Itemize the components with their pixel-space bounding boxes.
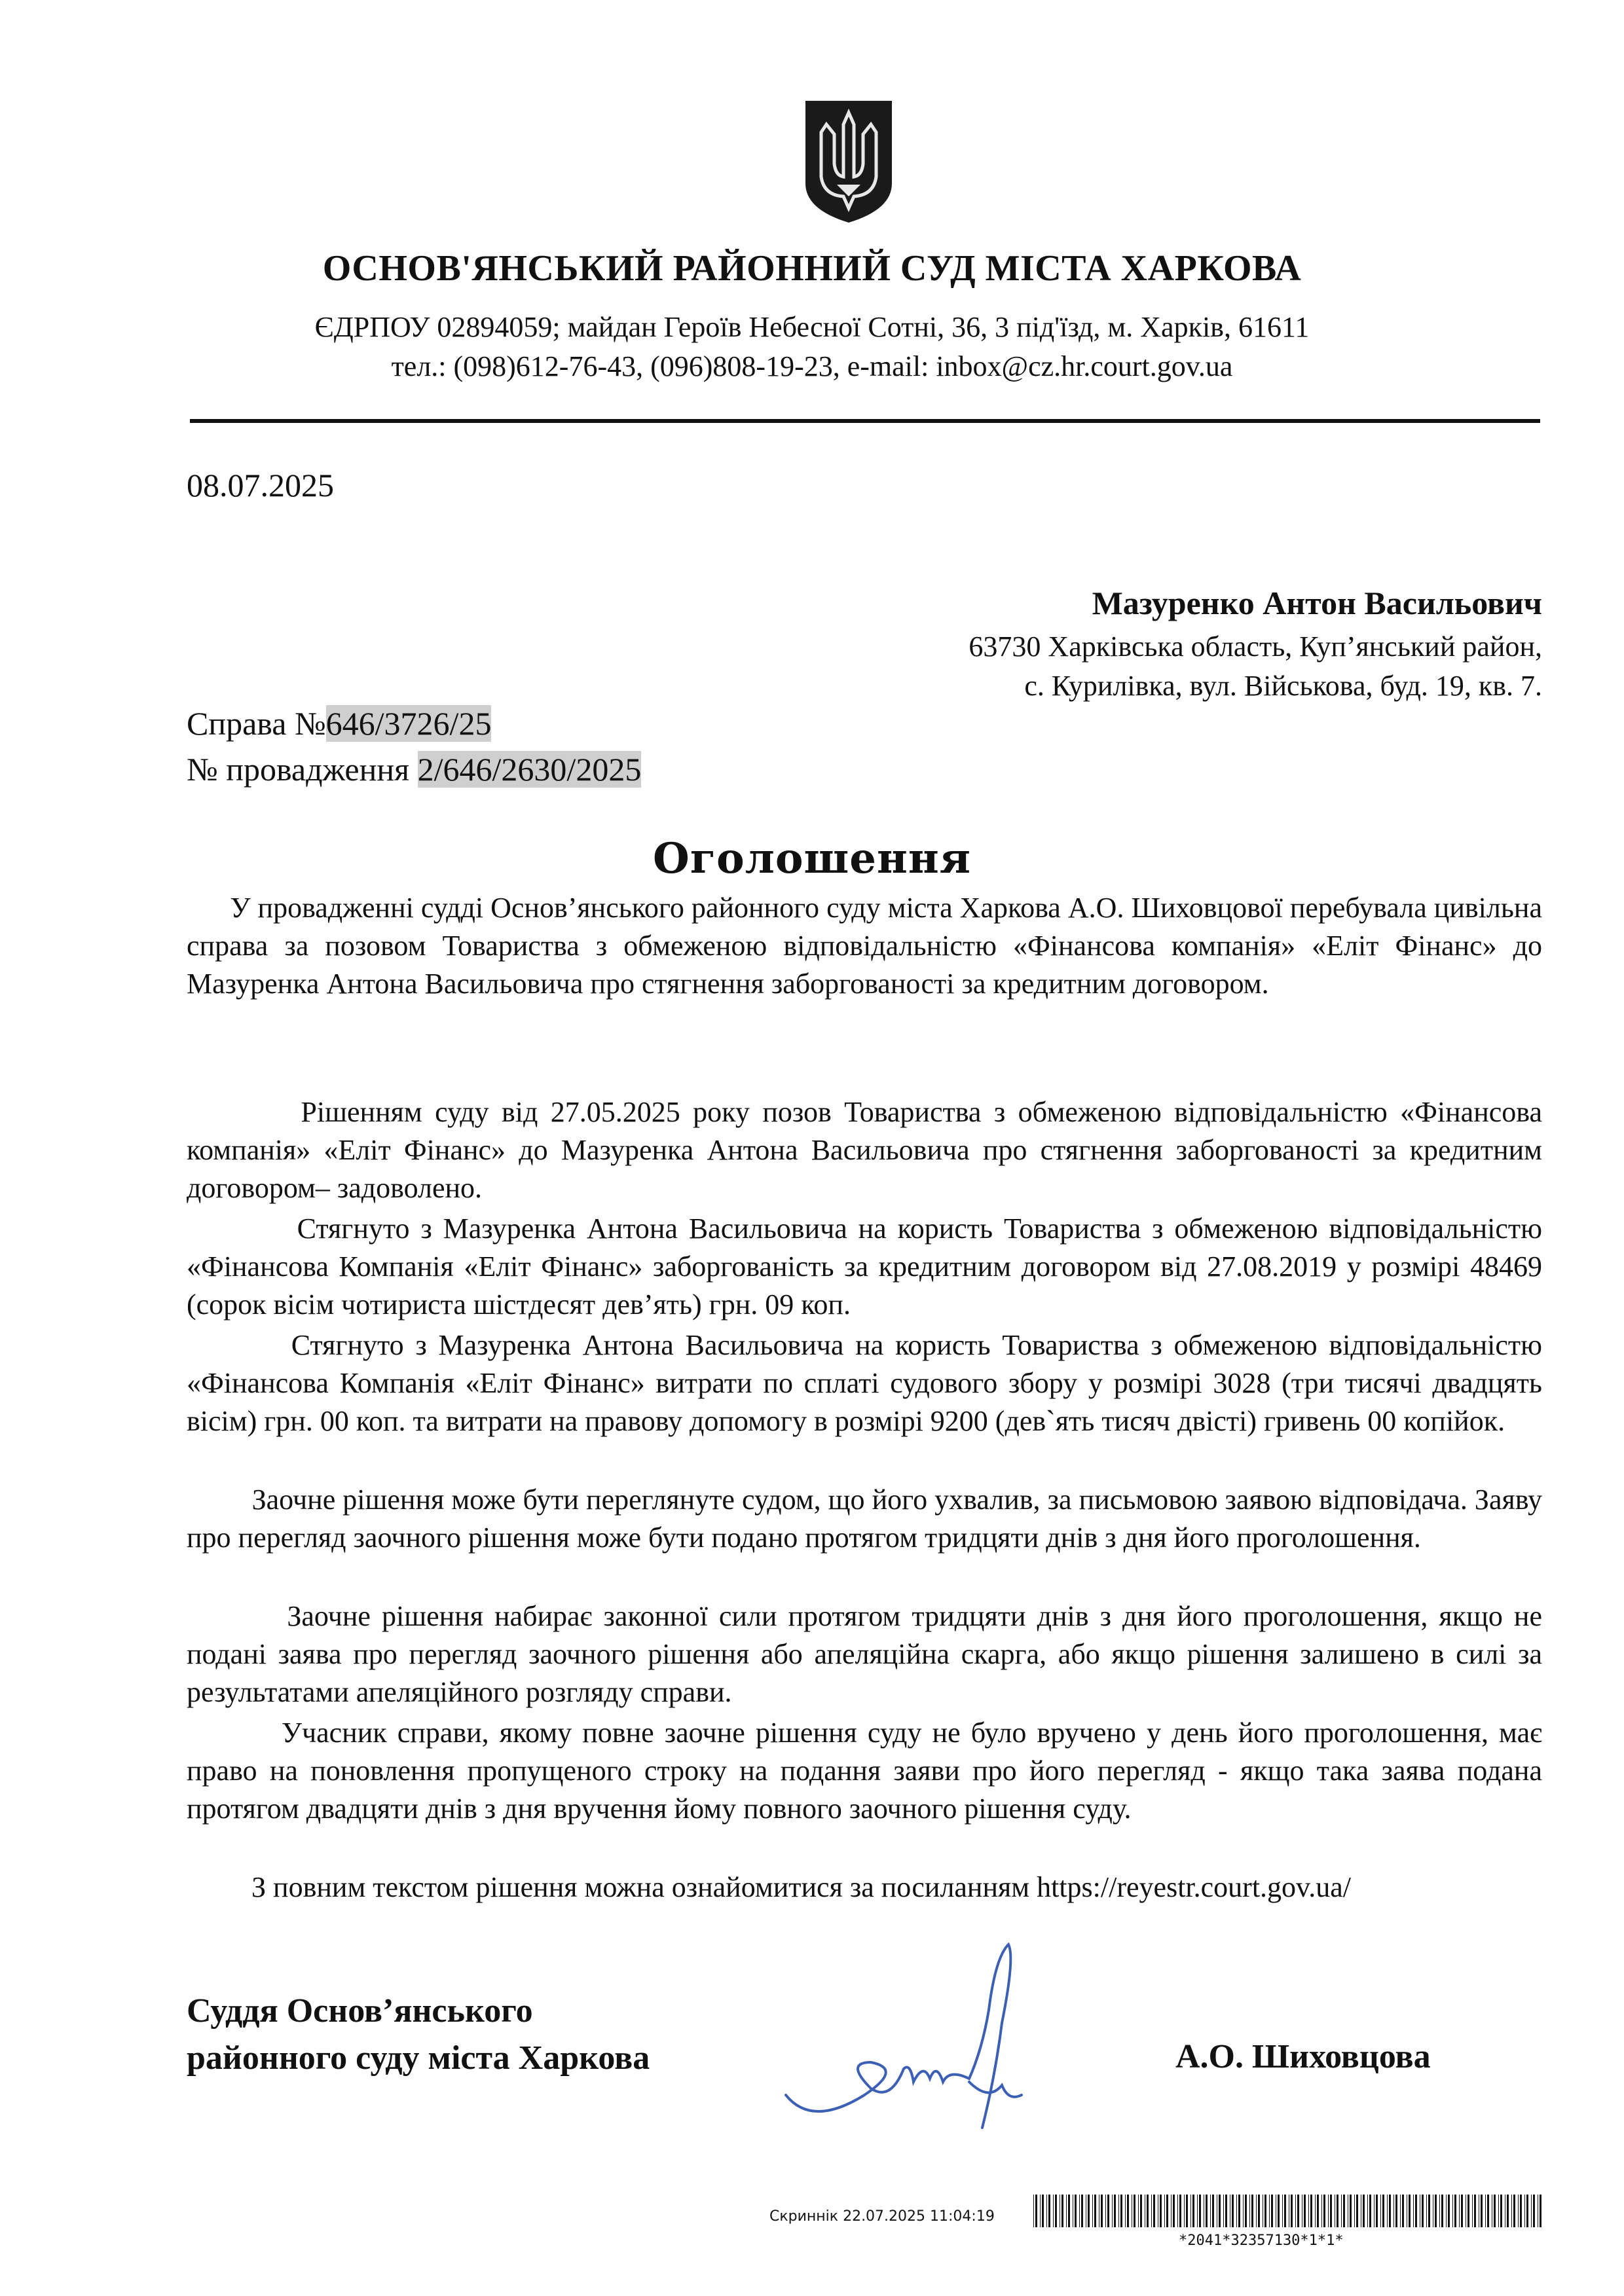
signatory-title [187,1988,650,2082]
announcement-title: Оголошення [653,834,971,883]
paragraph-3: Стягнуто з Мазуренка Антона Васильовича на користь Товариства з обмеженою відповідальністю «Фінансова Компанія «Еліт Фінанс» заборгованість за кредитним договором від 27.08.2019 у розмірі 48469 (сорок вісім чотириста шістдесят дев’ять) грн. 09 коп. [187,1212,1542,1321]
barcode-number: *2041*32357130*1*1* [1179,2232,1344,2249]
paragraph-4: Стягнуто з Мазуренка Антона Васильовича на користь Товариства з обмеженою відповідальністю «Фінансова Компанія «Еліт Фінанс» витрати по сплаті судового збору у розмірі 3028 (три тисячі двадцять вісім) грн. 00 коп. та витрати на правову допомогу в розмірі 9200 (дев`ять тисяч двісті) гривень 00 копійок. [187,1329,1542,1437]
proceeding-number-line [187,750,641,788]
signatory-name: А.О. Шиховцова [1175,2038,1431,2075]
document-date: 08.07.2025 [187,467,334,503]
paragraph-8 [187,1868,1542,1906]
handwritten-signature [773,1931,1074,2154]
paragraph-1: У провадженні судді Основ’янського районного суду міста Харкова А.О. Шиховцової перебувала цивільна справа за позовом Товариства з обмеженою відповідальністю «Фінансова компанія» «Еліт Фінанс» до Мазуренка Антона Васильовича про стягнення заборгованості за кредитним договором. [187,892,1542,1000]
proceeding-label: № провадження [187,751,418,788]
scan-stamp: Скриннік 22.07.2025 11:04:19 [769,2208,995,2225]
case-number: 646/3726/25 [325,705,492,742]
court-address: ЄДРПОУ 02894059; майдан Героїв Небесної Сотні, 36, 3 під'їзд, м. Харків, 61611 [314,311,1310,343]
header-divider [190,419,1540,423]
paragraph-7: Учасник справи, якому повне заочне рішення суду не було вручено у день його проголошення, має право на поновлення пропущеного строку на подання заяви про його перегляд - якщо така заява подана протягом двадцяти днів з дня вручення йому повного заочного рішення суду. [187,1717,1542,1825]
paragraph-6: Заочне рішення набирає законної сили протягом тридцяти днів з дня його проголошення, якщо не подані заява про перегляд заочного рішення або апеляційна скарга, або якщо рішення залишено в силі за результатами апеляційного розгляду справи. [187,1600,1542,1708]
paragraph-2: Рішенням суду від 27.05.2025 року позов Товариства з обмеженою відповідальністю «Фінансова компанія» «Еліт Фінанс» до Мазуренка Антона Васильовича про стягнення заборгованості за кредитним договором– задоволено. [187,1096,1542,1204]
signatory-title-line-1: Суддя Основ’янського [187,1992,533,2030]
recipient-address-line-2: с. Курилівка, вул. Військова, буд. 19, кв. 7. [1024,670,1542,702]
case-number-line [187,704,491,742]
court-name: ОСНОВ'ЯНСЬКИЙ РАЙОННИЙ СУД МІСТА ХАРКОВА [322,248,1302,289]
coat-of-arms-emblem [803,98,895,225]
signatory-title-line-2: районного суду міста Харкова [187,2039,650,2077]
case-label: Справа № [187,705,326,742]
court-contacts: тел.: (098)612-76-43, (096)808-19-23, e-mail: inbox@cz.hr.court.gov.ua [391,350,1233,382]
recipient-name: Мазуренко Антон Васильович [1092,585,1542,621]
paragraph-5: Заочне рішення може бути переглянуте судом, що його ухвалив, за письмовою заявою відповідача. Заяву про перегляд заочного рішення може бути подано протягом тридцяти днів з дня його проголошення. [187,1484,1542,1554]
registry-link[interactable]: https://reyestr.court.gov.ua/ [1037,1871,1351,1903]
proceeding-number: 2/646/2630/2025 [417,751,642,788]
document-barcode [1033,2195,1544,2227]
recipient-address-line-1: 63730 Харківська область, Куп’янський район, [969,630,1542,663]
paragraph-8-text: З повним текстом рішення можна ознайомитися за посиланням [187,1871,1037,1903]
